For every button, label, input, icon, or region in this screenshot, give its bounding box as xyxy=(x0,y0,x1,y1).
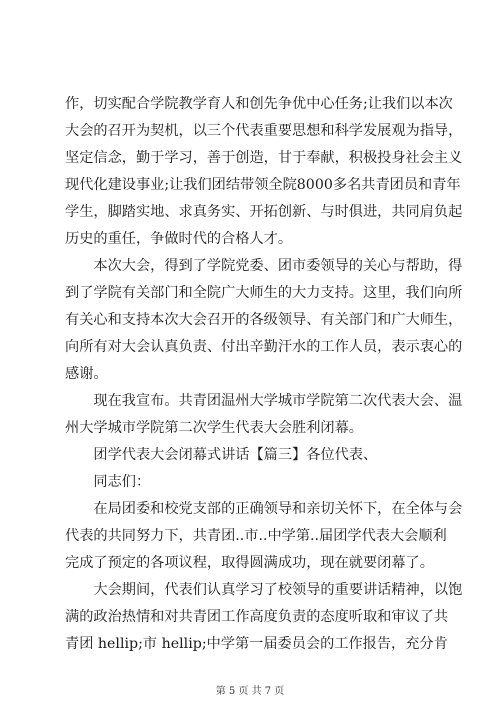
page-footer: 第 5 页 共 7 页 xyxy=(215,686,285,697)
text-line: 大会的召开为契机，以三个代表重要思想和科学发展观为指导， xyxy=(65,123,463,139)
text-line: 满的政治热情和对共青团工作高度负责的态度听取和审议了共 xyxy=(65,609,449,625)
text-line: 现代化建设事业;让我们团结带领全院8000多名共青团员和青年 xyxy=(65,177,461,193)
text-line: 州大学城市学院第二次学生代表大会胜利闭幕。 xyxy=(65,420,363,436)
text-line: 完成了预定的各项议程，取得圆满成功，现在就要闭幕了。 xyxy=(65,555,434,571)
text-line: 青团 hellip;市 hellip;中学第一届委员会的工作报告，充分肯 xyxy=(65,636,448,652)
text-line: 感谢。 xyxy=(65,366,108,382)
salutation: 同志们： xyxy=(65,474,151,490)
text-line: 大会期间，代表们认真学习了校领导的重要讲话精神，以饱 xyxy=(65,582,463,598)
text-line: 向所有对大会认真负责、付出辛勤汗水的工作人员，表示衷心的 xyxy=(65,339,463,355)
text-line: 到了学院有关部门和全院广大师生的大力支持。这里，我们向所 xyxy=(65,285,463,301)
text-line: 历史的重任，争做时代的合格人才。 xyxy=(65,231,293,247)
text-line: 本次大会，得到了学院党委、团市委领导的关心与帮助，得 xyxy=(65,258,463,274)
text-line: 坚定信念，勤于学习，善于创造，甘于奉献，积极投身社会主义 xyxy=(65,150,463,166)
text-line: 在局团委和校党支部的正确领导和亲切关怀下，在全体与会 xyxy=(65,501,463,517)
section-heading: 团学代表大会闭幕式讲话【篇三】各位代表、 xyxy=(65,447,378,463)
text-line: 有关心和支持本次大会召开的各级领导、有关部门和广大师生， xyxy=(65,312,463,328)
text-line: 作，切实配合学院教学育人和创先争优中心任务;让我们以本次 xyxy=(65,96,453,112)
text-line: 代表的共同努力下，共青团..市..中学第..届团学代表大会顺利 xyxy=(65,528,447,544)
text-line: 现在我宣布。共青团温州大学城市学院第二次代表大会、温 xyxy=(65,393,463,409)
text-line: 学生，脚踏实地、求真务实、开拓创新、与时俱进，共同肩负起 xyxy=(65,204,463,220)
